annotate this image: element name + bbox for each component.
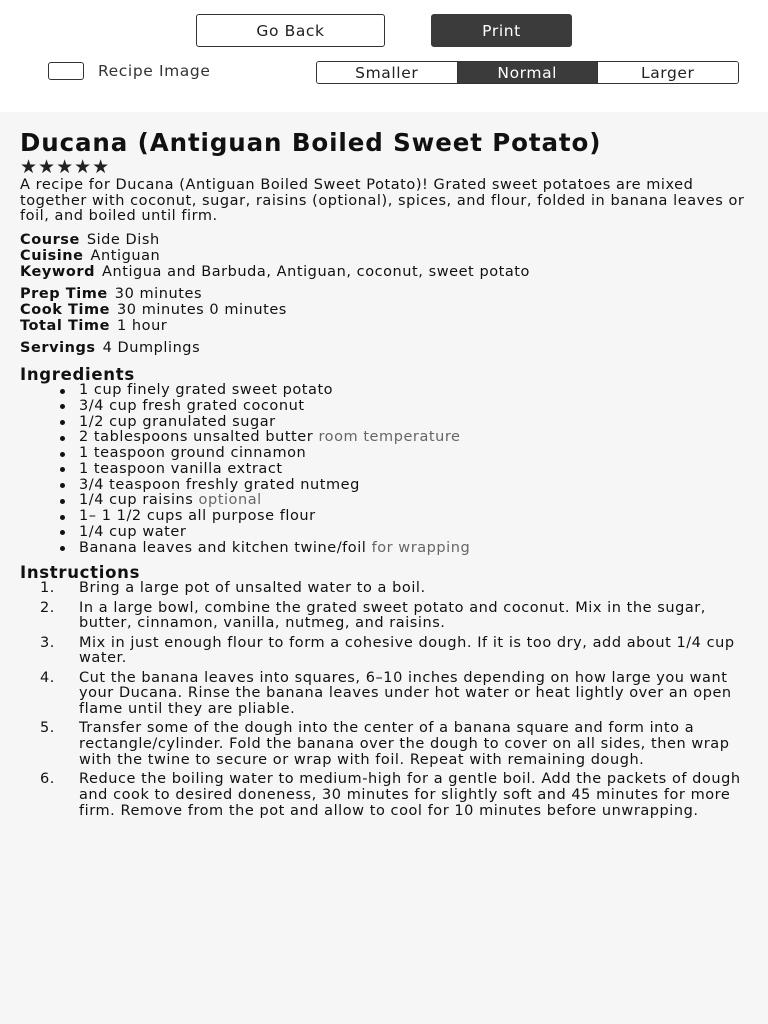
instruction-step — [20, 636, 748, 668]
prep-time-row — [20, 287, 748, 303]
recipe-tags — [20, 233, 748, 280]
step-text: Mix in just enough flour to form a cohesive dough. If it is too dry, add about 1/4 cup water. — [79, 634, 735, 667]
ingredient-item — [60, 493, 748, 509]
instruction-step — [20, 601, 748, 633]
print-button[interactable]: Print — [431, 14, 572, 47]
course-value: Side Dish — [86, 232, 160, 249]
total-time-label: Total Time — [20, 317, 110, 334]
instruction-step — [20, 721, 748, 768]
ingredient-text: 1– 1 1/2 cups all purpose flour — [79, 508, 316, 525]
recipe-times — [20, 287, 748, 334]
recipe-summary: A recipe for Ducana (Antiguan Boiled Sweet Potato)! Grated sweet potatoes are mixed together with coconut, sugar, raisins (optional), spices, and flour, folded in banana leaves or foil, and boiled until firm. — [20, 177, 745, 225]
step-number: 1. — [40, 580, 55, 597]
recipe-card — [0, 112, 768, 1024]
ingredient-item — [60, 509, 748, 525]
step-text: Bring a large pot of unsalted water to a boil. — [79, 580, 426, 597]
ingredient-note: optional — [198, 492, 262, 509]
step-number: 2. — [40, 599, 55, 616]
ingredient-text: 3/4 cup fresh grated coconut — [79, 397, 305, 414]
recipe-image-checkbox[interactable] — [48, 62, 84, 80]
keyword-value: Antigua and Barbuda, Antiguan, coconut, sweet potato — [102, 263, 530, 280]
ingredient-text: 2 tablespoons unsalted butter — [79, 429, 314, 446]
ingredient-item — [60, 462, 748, 478]
ingredients-heading: Ingredients — [20, 365, 135, 385]
ingredient-item — [60, 415, 748, 431]
course-row — [20, 233, 748, 249]
ingredient-item — [60, 541, 748, 557]
step-text: In a large bowl, combine the grated sweet potato and coconut. Mix in the sugar, butter, cinnamon, vanilla, nutmeg, and raisins. — [79, 599, 706, 632]
instruction-step — [20, 671, 748, 718]
ingredient-item — [60, 430, 748, 446]
recipe-title: Ducana (Antiguan Boiled Sweet Potato) — [20, 128, 602, 157]
keyword-row — [20, 265, 748, 281]
step-text: Reduce the boiling water to medium-high for a gentle boil. Add the packets of dough and cook to desired doneness, 30 minutes for slightly soft and 45 minutes for more firm. Remove from the pot and allow to cool for 10 minutes before unwrapping. — [79, 771, 741, 819]
ingredient-text: Banana leaves and kitchen twine/foil — [79, 539, 367, 556]
recipe-image-toggle[interactable] — [48, 62, 210, 80]
size-smaller-button[interactable]: Smaller — [317, 62, 457, 83]
course-label: Course — [20, 232, 80, 249]
instruction-step — [20, 581, 748, 597]
size-normal-button[interactable]: Normal — [457, 62, 598, 83]
ingredient-note: for wrapping — [371, 539, 471, 556]
step-number: 5. — [40, 720, 55, 737]
ingredient-item — [60, 525, 748, 541]
ingredient-item — [60, 399, 748, 415]
rating-stars-icon: ★★★★★ — [20, 156, 111, 178]
ingredient-text: 1 teaspoon vanilla extract — [79, 460, 283, 477]
ingredient-item — [60, 478, 748, 494]
cuisine-row — [20, 249, 748, 265]
ingredient-text: 1/2 cup granulated sugar — [79, 413, 276, 430]
total-time-value: 1 hour — [116, 317, 168, 334]
instructions-heading: Instructions — [20, 563, 141, 583]
ingredient-text: 3/4 teaspoon freshly grated nutmeg — [79, 476, 360, 493]
cook-time-label: Cook Time — [20, 301, 111, 318]
cook-time-value: 30 minutes 0 minutes — [117, 301, 287, 318]
servings-row — [20, 341, 748, 357]
cuisine-label: Cuisine — [20, 247, 84, 264]
ingredient-text: 1/4 cup raisins — [79, 492, 194, 509]
ingredient-item — [60, 383, 748, 399]
servings-value: 4 Dumplings — [102, 340, 201, 357]
total-time-row — [20, 319, 748, 335]
ingredient-item — [60, 446, 748, 462]
step-number: 4. — [40, 669, 55, 686]
text-size-switcher — [316, 61, 739, 84]
keyword-label: Keyword — [20, 263, 96, 280]
ingredient-text: 1 teaspoon ground cinnamon — [79, 445, 307, 462]
servings-label: Servings — [20, 340, 96, 357]
recipe-image-label: Recipe Image — [98, 62, 211, 80]
step-number: 3. — [40, 634, 55, 651]
prep-time-label: Prep Time — [20, 286, 108, 303]
cook-time-row — [20, 303, 320, 319]
ingredient-text: 1/4 cup water — [79, 523, 187, 540]
go-back-button[interactable]: Go Back — [196, 14, 385, 47]
ingredient-text: 1 cup finely grated sweet potato — [79, 382, 334, 399]
cuisine-value: Antiguan — [90, 247, 161, 264]
step-text: Transfer some of the dough into the center of a banana square and form into a rectangle/cylinder. Fold the banana over the dough to cover on all sides, then wrap with the twine to secure or wrap with foil. Repeat with remaining dough. — [79, 720, 730, 768]
instruction-step — [20, 772, 748, 819]
instructions-list — [20, 581, 748, 819]
size-larger-button[interactable]: Larger — [597, 62, 738, 83]
step-text: Cut the banana leaves into squares, 6–10 inches depending on how large you want your Ducana. Rinse the banana leaves under hot water or heat lightly over an open flame until they are pliable. — [79, 669, 732, 718]
step-number: 6. — [40, 771, 55, 788]
print-toolbar — [0, 0, 768, 112]
ingredients-list — [20, 383, 748, 556]
ingredient-note: room temperature — [318, 429, 461, 446]
prep-time-value: 30 minutes — [114, 286, 203, 303]
